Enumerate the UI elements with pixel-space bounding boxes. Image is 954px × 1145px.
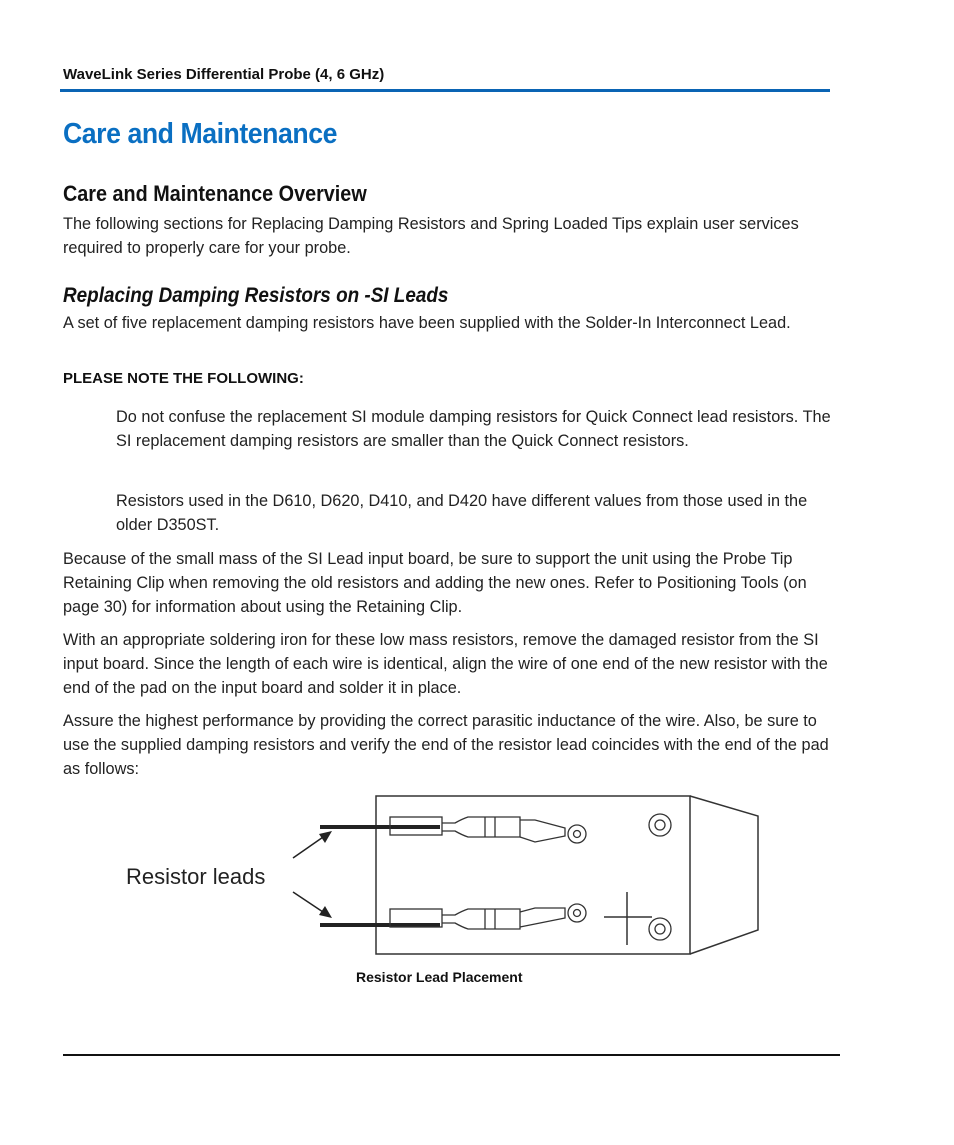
running-header: WaveLink Series Differential Probe (4, 6 GHz) — [63, 66, 385, 83]
figure-caption: Resistor Lead Placement — [356, 969, 523, 985]
upper-resistor — [390, 817, 586, 843]
subsection-title: Replacing Damping Resistors on -SI Leads — [63, 284, 449, 307]
resistor-leads-label: Resistor leads — [126, 864, 266, 889]
resistor-lead-diagram — [110, 790, 770, 960]
overview-paragraph: The following sections for Replacing Damping Resistors and Spring Loaded Tips explain user services required to properly care for your probe. — [63, 215, 799, 257]
chapter-title: Care and Maintenance — [63, 118, 338, 150]
body-paragraph: With an appropriate soldering iron for these low mass resistors, remove the damaged resistor from the SI input board. Since the length of each wire is identical, align the wire of one end of the new resistor with the end of the pad on the input board and solder it in place. — [63, 631, 828, 697]
note-item: Do not confuse the replacement SI module damping resistors for Quick Connect lead resistors. The SI replacement damping resistors are smaller than the Quick Connect resistors. — [116, 408, 831, 450]
upper-pointer-arrow — [293, 835, 326, 858]
header-rule — [60, 89, 830, 92]
footer-rule — [63, 1054, 840, 1056]
board-connector — [690, 796, 758, 954]
body-paragraph: Assure the highest performance by providing the correct parasitic inductance of the wire. Also, be sure to use the supplied damping resistors and verify the end of the resistor lead coincides with the end of the pad as follows: — [63, 712, 829, 778]
section-title: Care and Maintenance Overview — [63, 181, 367, 206]
intro-paragraph: A set of five replacement damping resistors have been supplied with the Solder-In Interconnect Lead. — [63, 314, 791, 332]
body-paragraph: Because of the small mass of the SI Lead input board, be sure to support the unit using the Probe Tip Retaining Clip when removing the old resistors and adding the new ones. Refer to Positioning Tools (on page 30) for information about using the Retaining Clip. — [63, 550, 807, 616]
lower-pointer-arrow — [293, 892, 326, 914]
note-item: Resistors used in the D610, D620, D410, and D420 have different values from those used in the older D350ST. — [116, 492, 808, 534]
note-label: PLEASE NOTE THE FOLLOWING: — [63, 370, 304, 387]
board-pads — [649, 814, 671, 940]
